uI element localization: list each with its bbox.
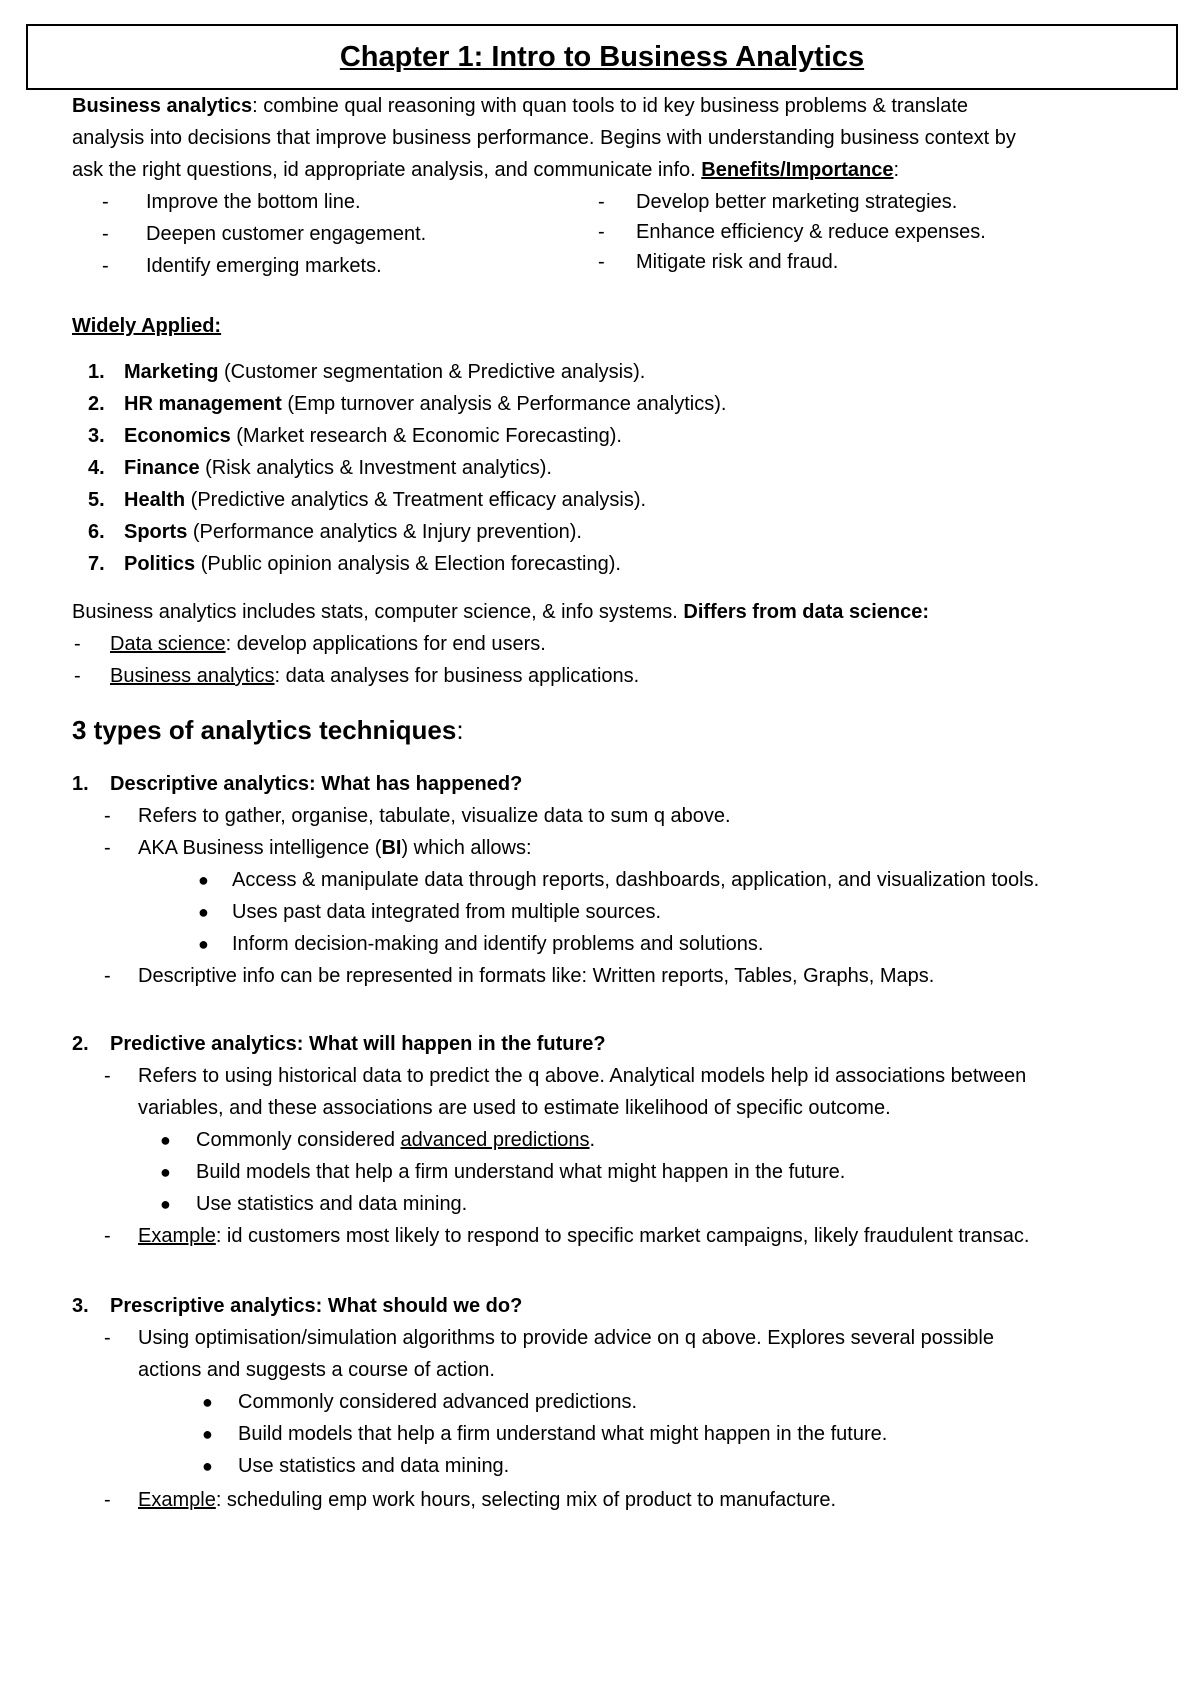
descriptive-bullet: Access & manipulate data through reports, dashboards, application, and visualization tools. xyxy=(232,869,1040,891)
predictive-text-1a: Refers to using historical data to predict the q above. Analytical models help id associations between xyxy=(138,1065,1027,1087)
benefit-item: Deepen customer engagement. xyxy=(146,223,427,245)
list-item xyxy=(88,452,105,484)
predictive-bullet-3: Use statistics and data mining. xyxy=(196,1193,468,1215)
item-detail: (Emp turnover analysis & Performance analytics). xyxy=(281,393,727,415)
widely-applied-heading: Widely Applied: xyxy=(72,315,222,337)
title-box xyxy=(26,24,1178,90)
item-number: 4. xyxy=(88,457,105,479)
example-text: : id customers most likely to respond to specific market campaigns, likely fraudulent transac. xyxy=(215,1225,1030,1247)
prescriptive-bullet: Build models that help a firm understand what might happen in the future. xyxy=(238,1423,888,1445)
list-item xyxy=(88,516,105,548)
list-item xyxy=(88,484,105,516)
bullet: ● xyxy=(160,1162,171,1182)
item-detail: (Customer segmentation & Predictive analysis). xyxy=(218,361,646,383)
dash: - xyxy=(104,1225,111,1247)
dash: - xyxy=(104,1065,111,1087)
list-item-text xyxy=(124,452,552,484)
bullet: ● xyxy=(202,1392,213,1412)
dash: - xyxy=(598,251,605,273)
item-detail: (Performance analytics & Injury prevention). xyxy=(187,521,582,543)
intro-colon: : xyxy=(252,95,258,117)
predictive-text-1b: variables, and these associations are used to estimate likelihood of specific outcome. xyxy=(138,1097,891,1119)
dash: - xyxy=(104,837,111,859)
list-item xyxy=(88,548,105,580)
predictive-title: Predictive analytics: What will happen in the future? xyxy=(110,1033,606,1055)
item-number: 3. xyxy=(88,425,105,447)
dash: - xyxy=(104,1489,111,1511)
dash: - xyxy=(102,191,109,213)
list-item-text xyxy=(124,548,621,580)
dash: - xyxy=(74,633,81,655)
b1-pre: Commonly considered xyxy=(196,1129,401,1151)
bullet: ● xyxy=(198,870,209,890)
item-number: 1. xyxy=(88,361,105,383)
descriptive-text-1: Refers to gather, organise, tabulate, visualize data to sum q above. xyxy=(138,805,731,827)
bullet: ● xyxy=(160,1194,171,1214)
predictive-bullet-2: Build models that help a firm understand what might happen in the future. xyxy=(196,1161,846,1183)
data-science-text: : develop applications for end users. xyxy=(225,633,546,655)
includes-text: Business analytics includes stats, computer science, & info systems. xyxy=(72,601,684,623)
types-heading-colon: : xyxy=(456,715,464,745)
business-analytics-text: : data analyses for business applications. xyxy=(274,665,640,687)
list-item-text xyxy=(124,484,646,516)
descriptive-text-3: Descriptive info can be represented in formats like: Written reports, Tables, Graphs, Maps. xyxy=(138,965,935,987)
intro-term: Business analytics xyxy=(72,95,253,117)
benefit-item: Mitigate risk and fraud. xyxy=(636,251,839,273)
list-item-text xyxy=(124,356,645,388)
dash: - xyxy=(102,223,109,245)
list-item xyxy=(88,388,105,420)
dash: - xyxy=(598,221,605,243)
descriptive-text-2 xyxy=(138,832,532,864)
dash: - xyxy=(104,1327,111,1349)
bullet: ● xyxy=(202,1456,213,1476)
list-item-text xyxy=(124,388,726,420)
intro-line-1-text: combine qual reasoning with quan tools to id key business problems & translate xyxy=(257,95,969,117)
item-detail: (Risk analytics & Investment analytics). xyxy=(199,457,552,479)
intro-line-3 xyxy=(72,154,899,186)
bullet: ● xyxy=(198,934,209,954)
list-item-text xyxy=(124,420,622,452)
includes-line xyxy=(72,596,929,628)
example-text: : scheduling emp work hours, selecting mix of product to manufacture. xyxy=(215,1489,837,1511)
benefit-item: Identify emerging markets. xyxy=(146,255,382,277)
item-field: Marketing xyxy=(124,361,219,383)
item-number: 6. xyxy=(88,521,105,543)
business-analytics-term: Business analytics xyxy=(110,665,275,687)
item-field: Economics xyxy=(124,425,231,447)
intro-line-1 xyxy=(72,90,968,122)
benefits-label: Benefits/Importance xyxy=(701,159,894,181)
bi-post: ) which allows: xyxy=(401,837,532,859)
descriptive-number: 1. xyxy=(72,773,89,795)
prescriptive-text-1b: actions and suggests a course of action. xyxy=(138,1359,495,1381)
item-field: Health xyxy=(124,489,186,511)
item-field: Politics xyxy=(124,553,196,575)
item-detail: (Market research & Economic Forecasting). xyxy=(230,425,622,447)
dash: - xyxy=(104,965,111,987)
item-detail: (Public opinion analysis & Election forecasting). xyxy=(195,553,621,575)
list-item xyxy=(88,420,105,452)
item-detail: (Predictive analytics & Treatment efficacy analysis). xyxy=(185,489,647,511)
prescriptive-example xyxy=(138,1484,836,1516)
dash: - xyxy=(102,255,109,277)
bi-pre: AKA Business intelligence ( xyxy=(138,837,382,859)
benefit-item: Develop better marketing strategies. xyxy=(636,191,958,213)
bullet: ● xyxy=(160,1130,171,1150)
bi-abbr: BI xyxy=(381,837,402,859)
item-field: HR management xyxy=(124,393,282,415)
prescriptive-text-1a: Using optimisation/simulation algorithms to provide advice on q above. Explores several possible xyxy=(138,1327,994,1349)
business-analytics-line xyxy=(110,660,639,692)
descriptive-title: Descriptive analytics: What has happened? xyxy=(110,773,523,795)
descriptive-bullet: Uses past data integrated from multiple sources. xyxy=(232,901,662,923)
types-heading-text: 3 types of analytics techniques xyxy=(72,715,457,745)
benefit-item: Enhance efficiency & reduce expenses. xyxy=(636,221,986,243)
example-label: Example xyxy=(138,1489,216,1511)
prescriptive-bullet: Commonly considered advanced predictions. xyxy=(238,1391,638,1413)
page-title: Chapter 1: Intro to Business Analytics xyxy=(339,40,865,73)
types-heading xyxy=(72,710,464,750)
intro-line-2: analysis into decisions that improve business performance. Begins with understanding business context by xyxy=(72,127,1016,149)
b1-post: . xyxy=(589,1129,596,1151)
dash: - xyxy=(104,805,111,827)
benefit-item: Improve the bottom line. xyxy=(146,191,361,213)
bullet: ● xyxy=(198,902,209,922)
benefits-colon: : xyxy=(893,159,900,181)
dash: - xyxy=(74,665,81,687)
prescriptive-number: 3. xyxy=(72,1295,89,1317)
predictive-number: 2. xyxy=(72,1033,89,1055)
descriptive-bullet: Inform decision-making and identify problems and solutions. xyxy=(232,933,764,955)
intro-line-3-text: ask the right questions, id appropriate analysis, and communicate info. xyxy=(72,159,702,181)
item-field: Sports xyxy=(124,521,188,543)
prescriptive-bullet: Use statistics and data mining. xyxy=(238,1455,510,1477)
example-label: Example xyxy=(138,1225,216,1247)
data-science-term: Data science xyxy=(110,633,226,655)
dash: - xyxy=(598,191,605,213)
bullet: ● xyxy=(202,1424,213,1444)
item-number: 7. xyxy=(88,553,105,575)
prescriptive-title: Prescriptive analytics: What should we do? xyxy=(110,1295,523,1317)
item-field: Finance xyxy=(124,457,200,479)
item-number: 2. xyxy=(88,393,105,415)
predictive-bullet-1 xyxy=(196,1124,595,1156)
item-number: 5. xyxy=(88,489,105,511)
predictive-example xyxy=(138,1220,1029,1252)
data-science-line xyxy=(110,628,546,660)
list-item-text xyxy=(124,516,582,548)
list-item xyxy=(88,356,105,388)
differs-label: Differs from data science: xyxy=(683,601,930,623)
advanced-predictions-term: advanced predictions xyxy=(400,1129,590,1151)
